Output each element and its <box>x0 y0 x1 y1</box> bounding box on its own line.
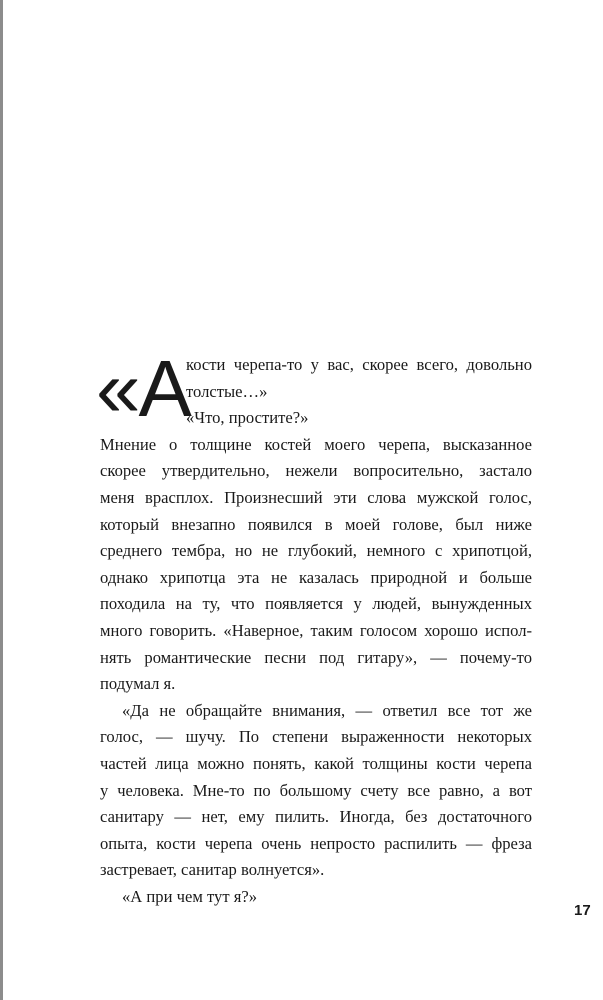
text-line: Мнение о толщине костей моего черепа, высказанное <box>100 434 532 454</box>
drop-cap: «А <box>96 344 190 433</box>
opening-lines <box>186 352 532 432</box>
text-line: опыта, кости черепа очень непросто распилить — фреза <box>100 833 532 853</box>
text-line: санитару — нет, ему пилить. Иногда, без достаточного <box>100 807 532 827</box>
text-line: у человека. Мне-то по большому счету все равно, а вот <box>100 780 532 800</box>
text-line: подумал я. <box>100 674 176 694</box>
text-line: много говорить. «Наверное, таким голосом хорошо испол- <box>100 620 532 640</box>
text-line: толстые…» <box>186 381 268 401</box>
text-line: частей лица можно понять, какой толщины кости черепа <box>100 753 532 773</box>
text-line: скорее утвердительно, нежели вопросительно, застало <box>100 461 532 481</box>
text-line: среднего тембра, но не глубокий, немного с хрипотцой, <box>100 541 532 561</box>
text-line: голос, — шучу. По степени выраженности некоторых <box>100 727 532 747</box>
text-line: который внезапно появился в моей голове, был ниже <box>100 514 532 534</box>
paragraph-1 <box>100 432 532 698</box>
text-line: застревает, санитар волнуется». <box>100 860 325 880</box>
paragraph-2 <box>100 698 532 884</box>
page-number: 17 <box>574 902 591 919</box>
text-line: меня врасплох. Произнесший эти слова мужской голос, <box>100 487 532 507</box>
text-line: нять романтические песни под гитару», — почему-то <box>100 647 532 667</box>
text-line: «Что, простите?» <box>186 408 309 428</box>
text-line: кости черепа-то у вас, скорее всего, довольно <box>186 355 532 374</box>
page-edge-shadow <box>0 0 3 1000</box>
text-line: «А при чем тут я?» <box>122 886 258 906</box>
text-line: «Да не обращайте внимания, — ответил все тот же <box>122 700 532 720</box>
text-block <box>96 344 532 910</box>
paragraph-3 <box>100 884 532 911</box>
text-line: однако хрипотца эта не казалась природной и больше <box>100 567 532 587</box>
text-line: походила на ту, что появляется у людей, вынужденных <box>100 594 532 614</box>
